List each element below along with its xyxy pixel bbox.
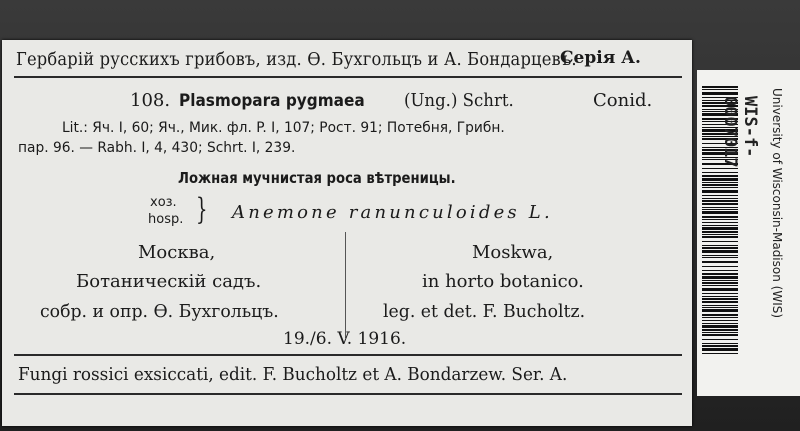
species-authors: (Ung.) Schrt. (404, 90, 514, 111)
spore-stage: Conid. (593, 90, 653, 111)
locality-city-ru: Москва, (138, 242, 216, 263)
common-name: Ложная мучнистая роса вѣтреницы. (178, 169, 456, 187)
host-label-la: hosp. (148, 212, 184, 227)
locality-place-ru: Ботаническій садъ. (76, 271, 262, 292)
footer-rule-top (14, 354, 682, 356)
column-divider (345, 232, 346, 338)
locality-place-la: in horto botanico. (422, 271, 584, 292)
institution-name (524, 88, 784, 128)
header-rule (14, 76, 682, 78)
collector-la: leg. et det. F. Bucholtz. (383, 301, 586, 322)
footer-rule-bottom (14, 393, 682, 395)
collection-title: Гербарій русскихъ грибовъ, изд. Ѳ. Бухгольцъ и А. Бондарцевъ. (16, 50, 577, 70)
specimen-number: 108. (130, 90, 171, 111)
literature-line-1: Lit.: Яч. I, 60; Яч., Мик. фл. P. I, 107; Рост. 91; Потебня, Грибн. (62, 120, 505, 136)
footer-text: Fungi rossici exsiccati, edit. F. Bucholtz et A. Bondarzew. Ser. A. (18, 364, 568, 385)
collector-ru: собр. и опр. Ѳ. Бухгольцъ. (40, 301, 279, 322)
collection-date: 19./6. V. 1916. (283, 329, 407, 349)
barcode-code: WIS-f-0007017 (720, 96, 760, 168)
host-species: Anemone ranunculoides L. (232, 202, 553, 223)
locality-city-la: Moskwa, (472, 242, 554, 263)
series-label: Серія А. (560, 48, 641, 68)
host-label-ru: хоз. (150, 195, 177, 210)
literature-line-2: пар. 96. — Rabh. I, 4, 430; Schrt. I, 239. (18, 140, 296, 156)
host-brace-icon: } (196, 192, 208, 227)
species-name: Plasmopara pygmaea (179, 91, 365, 111)
